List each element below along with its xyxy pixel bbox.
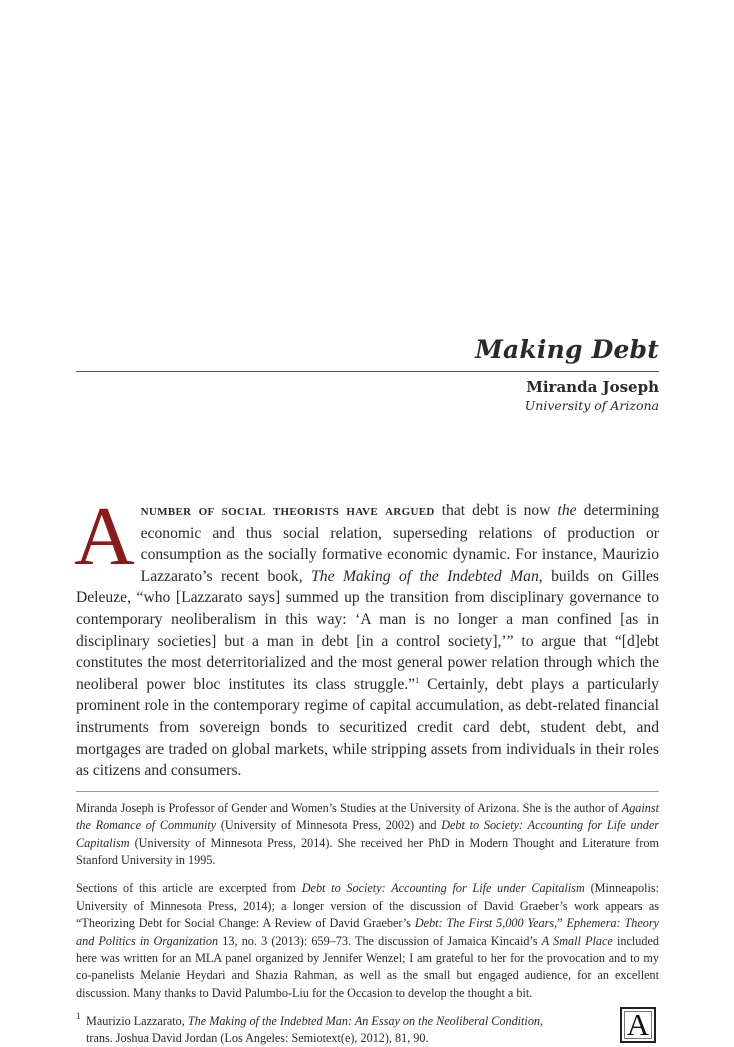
footnote-1 bbox=[76, 1013, 546, 1047]
body-text-emphasis: the bbox=[557, 502, 577, 519]
note-text: (Minneapolis: University of Minnesota Press, 2014); a longer version of the discussion of David Graeber’s work appears as “Theorizing Debt for Social Change: A Review of David Graeber’s bbox=[76, 881, 659, 931]
journal-logo-icon bbox=[620, 1007, 656, 1043]
note-book-title: A Small Place bbox=[541, 933, 613, 948]
logo-letter: A bbox=[626, 1007, 650, 1043]
footnote-ref[interactable]: 1 bbox=[415, 675, 420, 685]
author-bio-note bbox=[76, 800, 659, 870]
note-book-title: Debt: The First 5,000 Years, bbox=[414, 916, 558, 931]
author-name: Miranda Joseph bbox=[526, 378, 659, 396]
note-text: 13, no. 3 (2013): 659–73. The discussion of Jamaica Kincaid’s bbox=[218, 933, 542, 948]
article-body-column bbox=[74, 490, 660, 1047]
notes-divider bbox=[76, 791, 659, 792]
drop-cap: A bbox=[74, 490, 135, 583]
author-affiliation: University of Arizona bbox=[524, 398, 659, 413]
article-header bbox=[76, 334, 659, 415]
note-text: ” bbox=[557, 916, 567, 931]
note-book-title: Debt to Society: Accounting for Life under Capitalism bbox=[301, 881, 585, 896]
note-text: included here was written for an MLA panel organized by Jennifer Wenzel; I am grateful to her for the provocation and to my co-panelists Melanie Heydari and Shazia Rahman, as well as the small but engaged audience, for an excellent discussion. Many thanks to David Palumbo-Liu for the Occasion to develop the thought a bit. bbox=[76, 933, 659, 1000]
body-text-segment: determining economic and thus social relation, superseding relations of production or consumption as the socially formative economic dynamic. For instance, Maurizio Lazzarato’s recent book, bbox=[140, 502, 660, 585]
footnote-number: 1 bbox=[76, 1011, 81, 1022]
note-text: (University of Minnesota Press, 2014). She received her PhD in Modern Thought and Literature from Stanford University in 1995. bbox=[76, 835, 659, 867]
note-book-title: Against the Romance of Community bbox=[76, 800, 659, 833]
author-notes bbox=[76, 800, 659, 1002]
note-text: Miranda Joseph is Professor of Gender and Women’s Studies at the University of Arizona. She is the author of bbox=[76, 800, 622, 815]
lead-in-smallcaps: number of social theorists have argued bbox=[140, 503, 435, 519]
sections-note bbox=[76, 880, 659, 1002]
body-text-segment: that debt is now bbox=[434, 502, 558, 519]
book-title-italic: The Making of the Indebted Man bbox=[311, 567, 539, 585]
title-rule bbox=[76, 371, 659, 372]
note-text: Sections of this article are excerpted from bbox=[76, 881, 302, 896]
article-title: Making Debt bbox=[475, 335, 659, 364]
page-footer-row bbox=[76, 1007, 659, 1047]
footnote-segment: Maurizio Lazzarato, bbox=[86, 1014, 188, 1029]
footnote-text bbox=[86, 1013, 546, 1047]
note-book-title: Debt to Society: Accounting for Life under Capitalism bbox=[76, 818, 659, 850]
note-text: (University of Minnesota Press, 2002) and bbox=[216, 818, 442, 833]
footnote-book-title: The Making of the Indebted Man: An Essay on the Neoliberal Condition bbox=[187, 1014, 541, 1029]
footnote-segment: , trans. Joshua David Jordan (Los Angeles: Semiotext(e), 2012), 81, 90. bbox=[86, 1014, 544, 1046]
note-journal-title: Ephemera: Theory and Politics in Organization bbox=[76, 916, 659, 948]
body-text-segment: Certainly, debt plays a particularly prominent role in the contemporary regime of capital accumulation, as debt-related financial instruments from sovereign bonds to securitized credit card debt, student debt, and mortgages are traded on global markets, while stripping assets from individuals in their roles as citizens and consumers. bbox=[76, 675, 659, 780]
body-paragraph bbox=[74, 490, 660, 782]
body-text-segment: , builds on Gilles Deleuze, “who [Lazzarato says] summed up the transition from disciplinary governance to contemporary neoliberalism in this way: ‘A man is no longer a man confined [as in disciplinary societies] but a man in debt [in a control society],’” to argue that “[d]ebt constitutes the most deterritorialized and the most general power relation through which the neoliberal power bloc institutes its class struggle.” bbox=[76, 567, 659, 693]
